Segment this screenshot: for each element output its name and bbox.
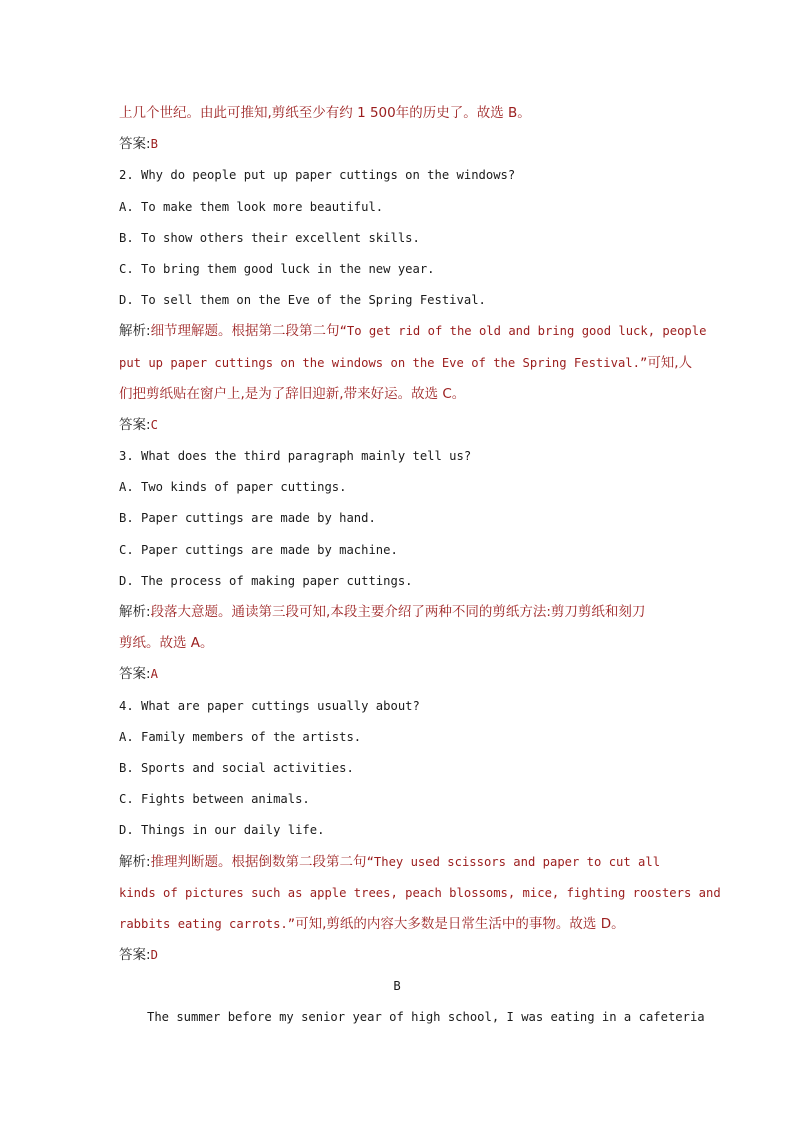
question-2-option-a: A. To make them look more beautiful. [119,199,384,214]
answer-value: C [150,417,158,432]
analysis-label: 解析: [119,323,151,340]
question-2-option-c: C. To bring them good luck in the new year. [119,261,435,276]
analysis-quote: kinds of pictures such as apple trees, peach blossoms, mice, fighting roosters and [119,885,721,900]
question-4-option-d: D. Things in our daily life. [119,823,325,838]
answer-label: 答案: [119,666,151,683]
answer-value: A [150,667,158,682]
answer-value: D [150,948,158,963]
document-page [119,98,721,1034]
question-3-option-c: C. Paper cuttings are made by machine. [119,542,398,557]
analysis-label: 解析: [119,853,151,870]
question-4-analysis-line-3 [119,909,675,940]
analysis-quote: “To get rid of the old and bring good luck, people [339,324,707,339]
question-4-option-a: A. Family members of the artists. [119,729,362,744]
question-2-option-d: D. To sell them on the Eve of the Spring Festival. [119,293,486,308]
analysis-tail: 可知,剪纸的内容大多数是日常生活中的事物。故选 D。 [295,915,625,932]
section-heading: B [393,979,401,994]
question-3-analysis-line-2 [119,628,675,659]
question-3-option-a: A. Two kinds of paper cuttings. [119,480,347,495]
answer-line-1 [119,129,675,160]
question-4: 4. What are paper cuttings usually about? [119,698,420,713]
analysis-intro: 细节理解题。根据第二段第二句 [150,323,340,340]
answer-line-4 [119,940,675,971]
analysis-quote: “They used scissors and paper to cut all [366,854,661,869]
answer-line-3 [119,659,675,690]
question-4-option-b: B. Sports and social activities. [119,760,354,775]
previous-explanation-ending [119,98,675,129]
analysis-label: 解析: [119,604,151,620]
question-4-option-c: C. Fights between animals. [119,792,310,807]
question-2: 2. Why do people put up paper cuttings on the windows? [119,168,516,183]
answer-label: 答案: [119,416,151,433]
analysis-quote: rabbits eating carrots.” [119,916,296,931]
previous-explanation-text: 上几个世纪。由此可推知,剪纸至少有约 1 500年的历史了。故选 B。 [119,105,531,121]
question-3-analysis-line-1 [119,597,675,628]
question-3-option-b: B. Paper cuttings are made by hand. [119,511,376,526]
analysis-quote: put up paper cuttings on the windows on the Eve of the Spring Festival.” [119,355,648,370]
question-2-analysis-line-2 [119,348,693,379]
answer-value: B [150,137,158,152]
analysis-tail: 可知,人 [647,354,693,371]
question-4-analysis-line-2 [119,878,721,909]
analysis-text: 剪纸。故选 A。 [119,635,214,652]
question-2-analysis-line-3 [119,379,675,410]
answer-label: 答案: [119,947,151,964]
analysis-text: 们把剪纸贴在窗户上,是为了辞旧迎新,带来好运。故选 C。 [119,385,466,402]
analysis-intro: 推理判断题。根据倒数第二段第二句 [150,853,367,870]
answer-label: 答案: [119,136,151,153]
question-3: 3. What does the third paragraph mainly tell us? [119,449,472,464]
analysis-text: 段落大意题。通读第三段可知,本段主要介绍了两种不同的剪纸方法:剪刀剪纸和刻刀 [150,604,646,620]
question-2-option-b: B. To show others their excellent skills. [119,230,420,245]
question-3-option-d: D. The process of making paper cuttings. [119,573,413,588]
passage-first-line: The summer before my senior year of high school, I was eating in a cafeteria [147,1010,705,1025]
question-4-analysis-line-1 [119,847,675,878]
answer-line-2 [119,410,675,441]
question-2-analysis-line-1 [119,316,707,347]
